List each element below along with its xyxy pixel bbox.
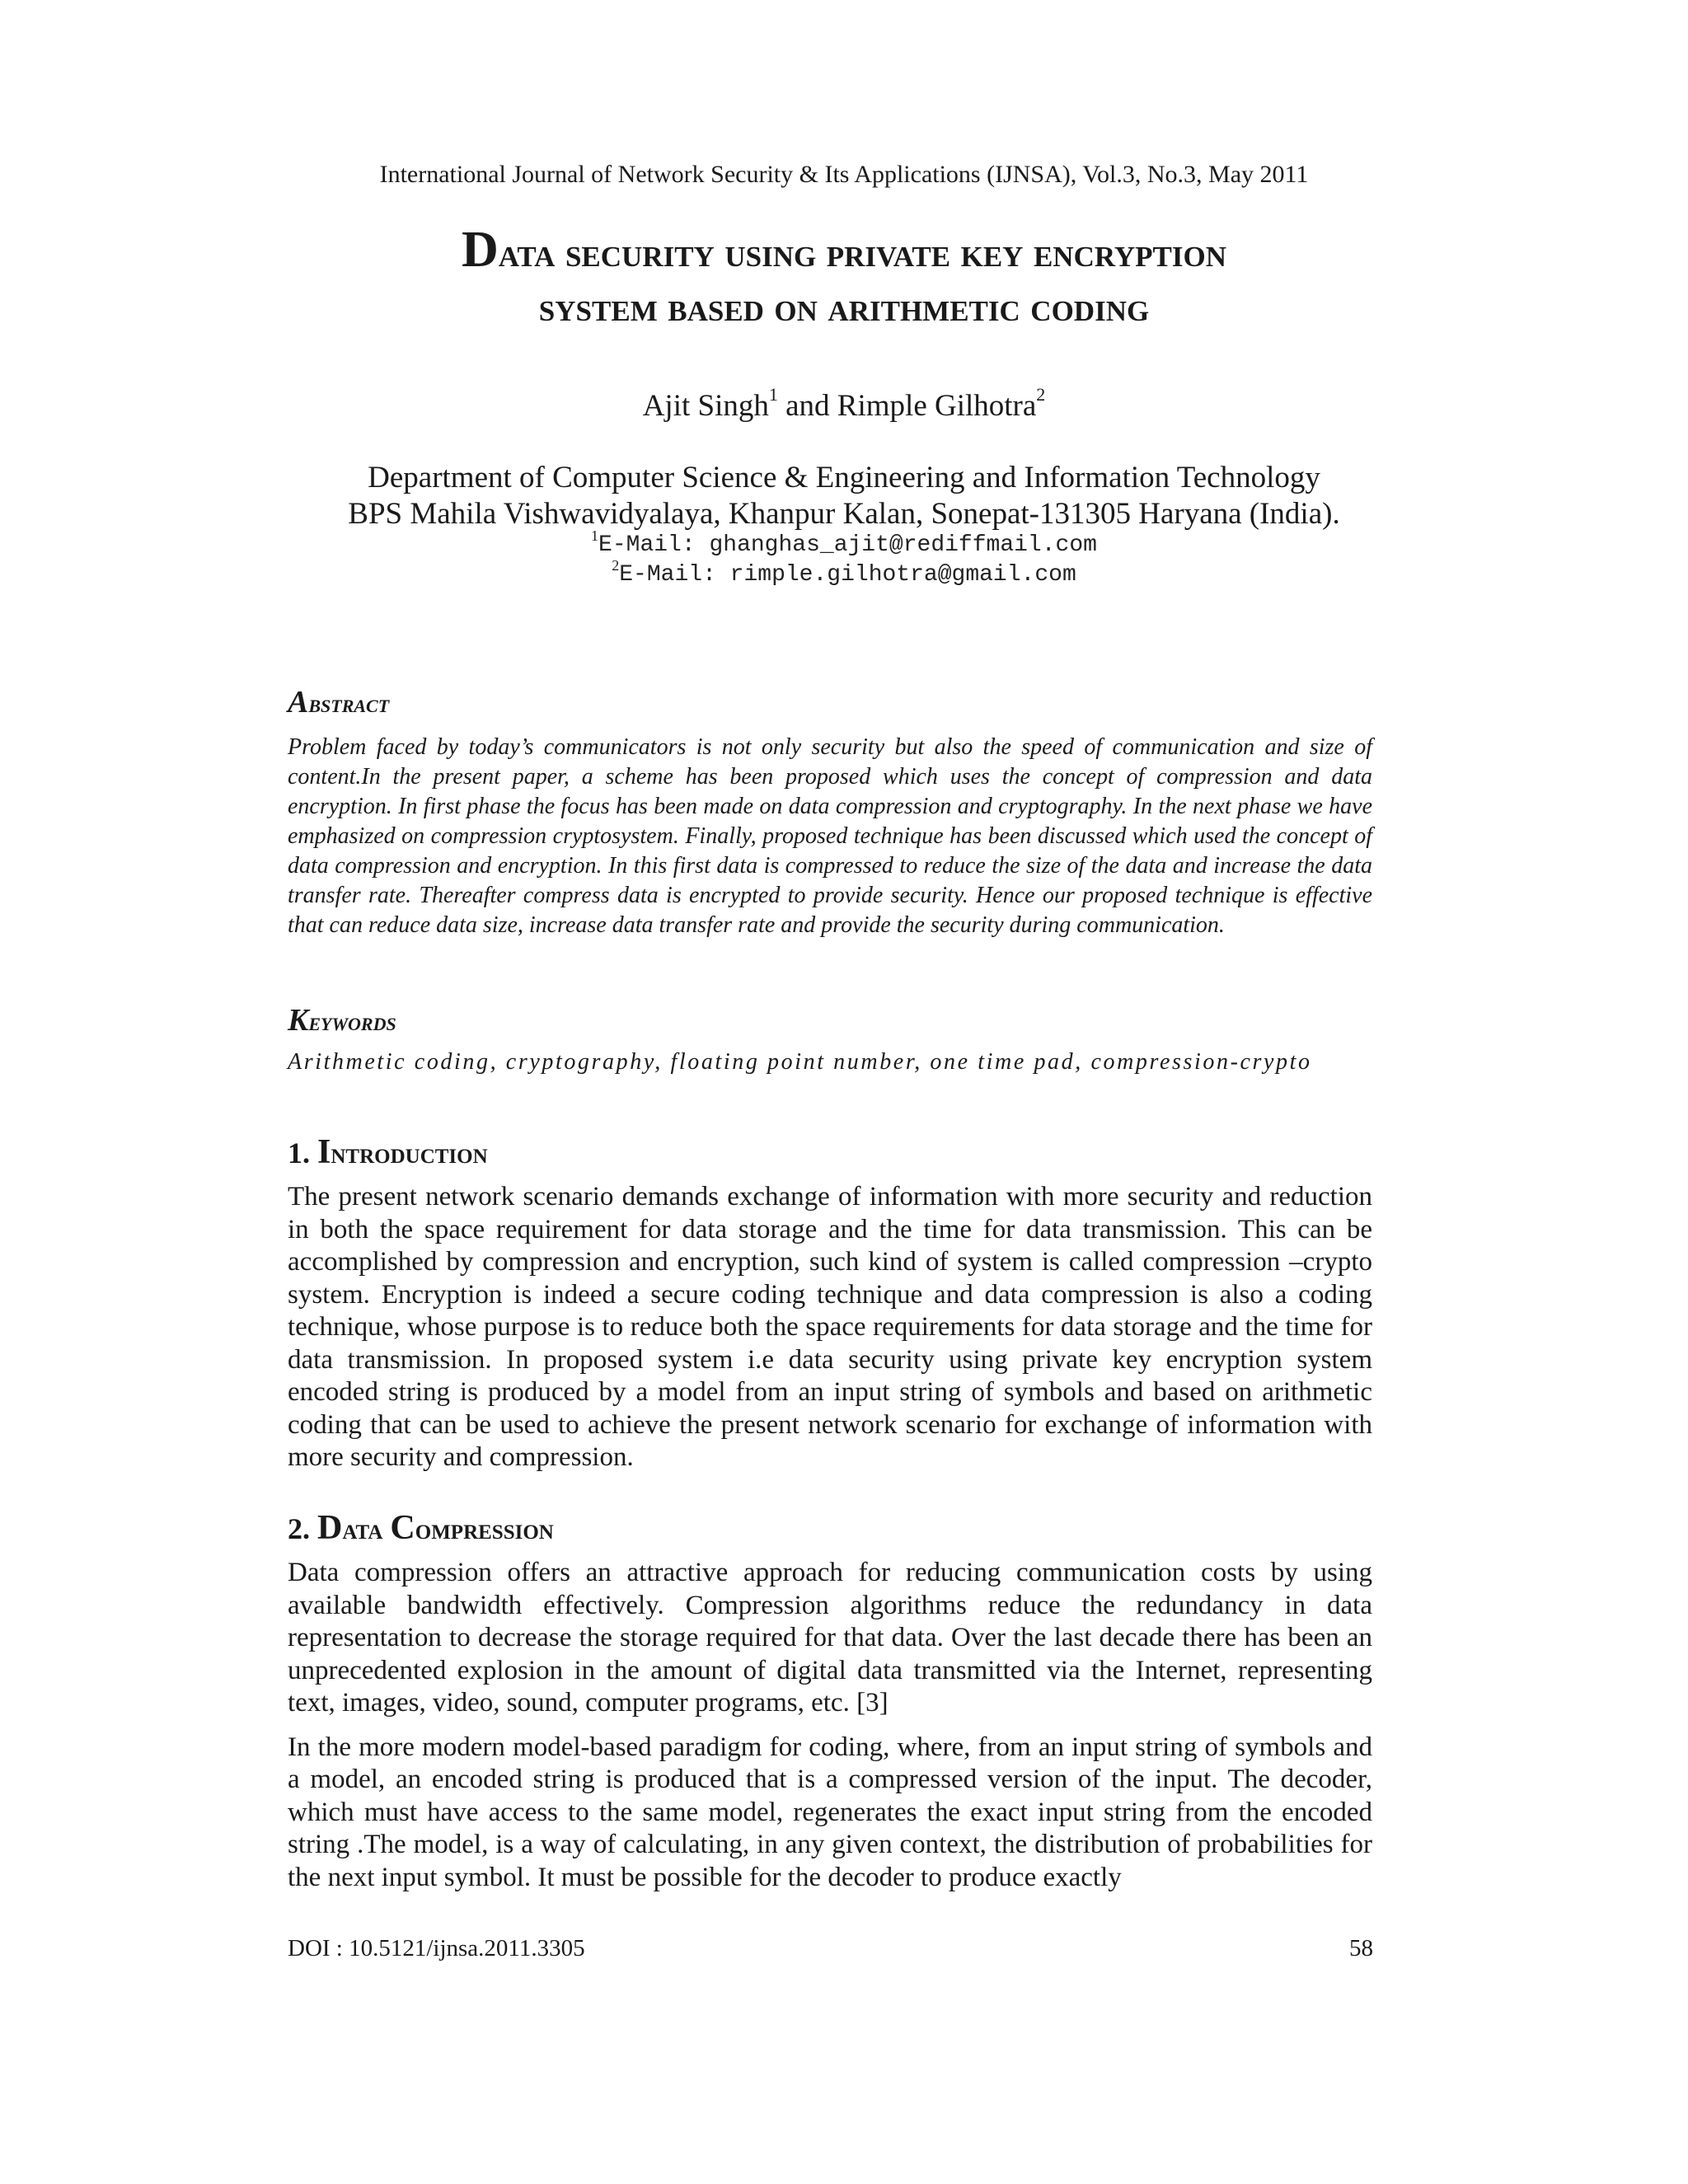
email-line-1 <box>0 527 1688 560</box>
author-2-name: Rimple Gilhotra <box>837 389 1037 423</box>
email-1-sup: 1 <box>591 527 599 544</box>
author-1-sup: 1 <box>768 384 778 405</box>
section-1-initial: I <box>317 1133 331 1171</box>
abstract-heading <box>288 686 1372 719</box>
keywords-heading-rest: eywords <box>308 1006 396 1036</box>
author-list <box>0 384 1688 425</box>
author-2-sup: 2 <box>1036 384 1046 405</box>
email-1[interactable]: E-Mail: ghanghas_ajit@rediffmail.com <box>598 532 1097 558</box>
email-2-sup: 2 <box>612 557 620 574</box>
paper-title <box>0 223 1688 334</box>
section-2-initial-2: C <box>390 1509 415 1547</box>
data-compression-para-1: Data compression offers an attractive approach for reducing communication costs by using available bandwidth effectively. Compression algorithms reduce the redundancy in data representation to decrease the storage required for that data. Over the last decade there has been an unprecedented explosion in the amount of digital data transmitted via the Internet, representing text, images, video, sound, computer programs, etc. [3] <box>288 1558 1372 1718</box>
section-2-initial-1: D <box>317 1509 343 1547</box>
section-2-number: 2. <box>288 1512 317 1545</box>
email-2[interactable]: E-Mail: rimple.gilhotra@gmail.com <box>619 562 1076 588</box>
section-2-rest-1: ata <box>342 1512 391 1545</box>
footer-doi: DOI : 10.5121/ijnsa.2011.3305 <box>288 1935 585 1961</box>
section-1-number: 1. <box>288 1137 317 1169</box>
affiliation <box>0 460 1688 532</box>
affiliation-line-2: BPS Mahila Vishwavidyalaya, Khanpur Kalan, Sonepat-131305 Haryana (India). <box>348 497 1340 531</box>
section-2-rest-2: ompression <box>415 1512 554 1545</box>
email-block <box>0 527 1688 590</box>
running-header: International Journal of Network Security & Its Applications (IJNSA), Vol.3, No.3, May 2011 <box>379 161 1309 188</box>
data-compression-para-2: In the more modern model-based paradigm for coding, where, from an input string of symbols and a model, an encoded string is produced that is a compressed version of the input. The decoder, which must have access to the same model, regenerates the exact input string from the encoded string .The model, is a way of calculating, in any given context, the distribution of probabilities for the next input symbol. It must be possible for the decoder to produce exactly <box>288 1732 1372 1892</box>
data-compression-section <box>288 1510 1372 1894</box>
author-1-name: Ajit Singh <box>642 389 769 423</box>
affiliation-line-1: Department of Computer Science & Engineering and Information Technology <box>368 461 1320 494</box>
keywords-heading-initial: K <box>288 1003 309 1038</box>
keywords-heading <box>288 1004 1372 1038</box>
introduction-heading <box>288 1134 1372 1171</box>
keywords-section <box>288 1004 1372 1077</box>
title-initial: D <box>461 222 499 278</box>
data-compression-heading <box>288 1510 1372 1547</box>
abstract-text: Problem faced by today’s communicators is not only security but also the speed of communication and size of content.In the present paper, a scheme has been proposed which uses the concept of compression and data encryption. In first phase the focus has been made on data compression and cryptography. In the next phase we have emphasized on compression cryptosystem. Finally, proposed technique has been discussed which used the concept of data compression and encryption. In this first data is compressed to reduce the size of the data and increase the data transfer rate. Thereafter compress data is encrypted to provide security. Hence our proposed technique is effective that can reduce data size, increase data transfer rate and provide the security during communication. <box>288 734 1372 938</box>
email-line-2 <box>0 557 1688 590</box>
abstract-heading-initial: A <box>288 685 309 719</box>
title-line-2: system based on arithmetic coding <box>538 284 1150 330</box>
author-joiner: and <box>777 389 837 423</box>
keywords-text: Arithmetic coding, cryptography, floating point number, one time pad, compression-crypto <box>288 1049 1312 1075</box>
section-1-rest: ntroduction <box>331 1137 488 1169</box>
title-line-1-rest: ata security using private key encryption <box>498 229 1227 275</box>
page-number: 58 <box>1349 1935 1373 1961</box>
introduction-section <box>288 1134 1372 1474</box>
introduction-text: The present network scenario demands exchange of information with more security and reduction in both the space requirement for data storage and the time for data transmission. This can be accomplished by compression and encryption, such kind of system is called compression –crypto system. Encryption is indeed a secure coding technique and data compression is also a coding technique, whose purpose is to reduce both the space requirements for data storage and the time for data transmission. In proposed system i.e data security using private key encryption system encoded string is produced by a model from an input string of symbols and based on arithmetic coding that can be used to achieve the present network scenario for exchange of information with more security and compression. <box>288 1182 1372 1472</box>
abstract-heading-rest: bstract <box>308 688 390 718</box>
title-line-1 <box>0 223 1688 279</box>
abstract-section <box>288 686 1372 940</box>
